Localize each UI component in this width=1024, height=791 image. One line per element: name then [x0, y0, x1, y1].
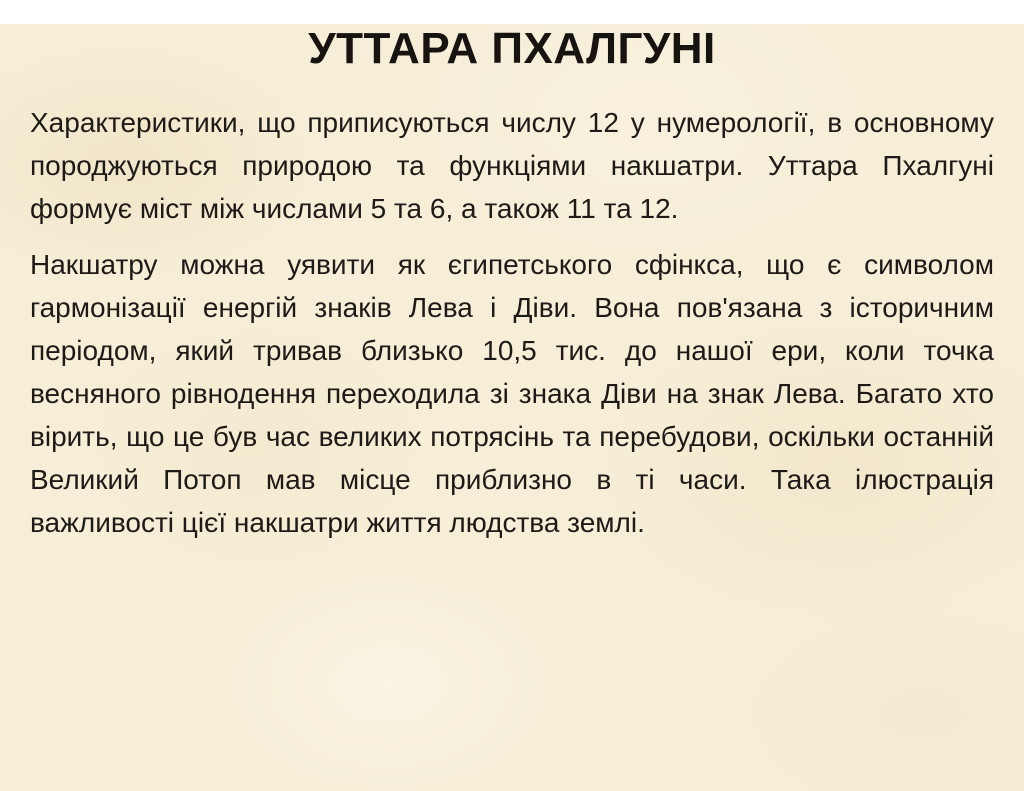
presentation-slide [0, 24, 1024, 791]
slide-title: УТТАРА ПХАЛГУНІ [308, 24, 716, 73]
slide-paragraph-2: Накшатру можна уявити як єгипетського сфінкса, що є символом гармонізації енергій знаків Лева і Діви. Вона пов'язана з історичним періодом, який тривав близько 10,5 тис. до нашої ери, коли точка весняного рівнодення переходила зі знака Діви на знак Лева. Багато хто вірить, що це був час великих потрясінь та перебудови, оскільки останній Великий Потоп мав місце приблизно в ті часи. Така ілюстрація важливості цієї накшатри життя людства землі. [30, 248, 994, 538]
slide-body [0, 101, 1024, 544]
slide-paragraph-1: Характеристики, що приписуються числу 12 у нумерології, в основному породжуються природою та функціями накшатри. Уттара Пхалгуні формує міст між числами 5 та 6, а також 11 та 12. [30, 106, 994, 224]
